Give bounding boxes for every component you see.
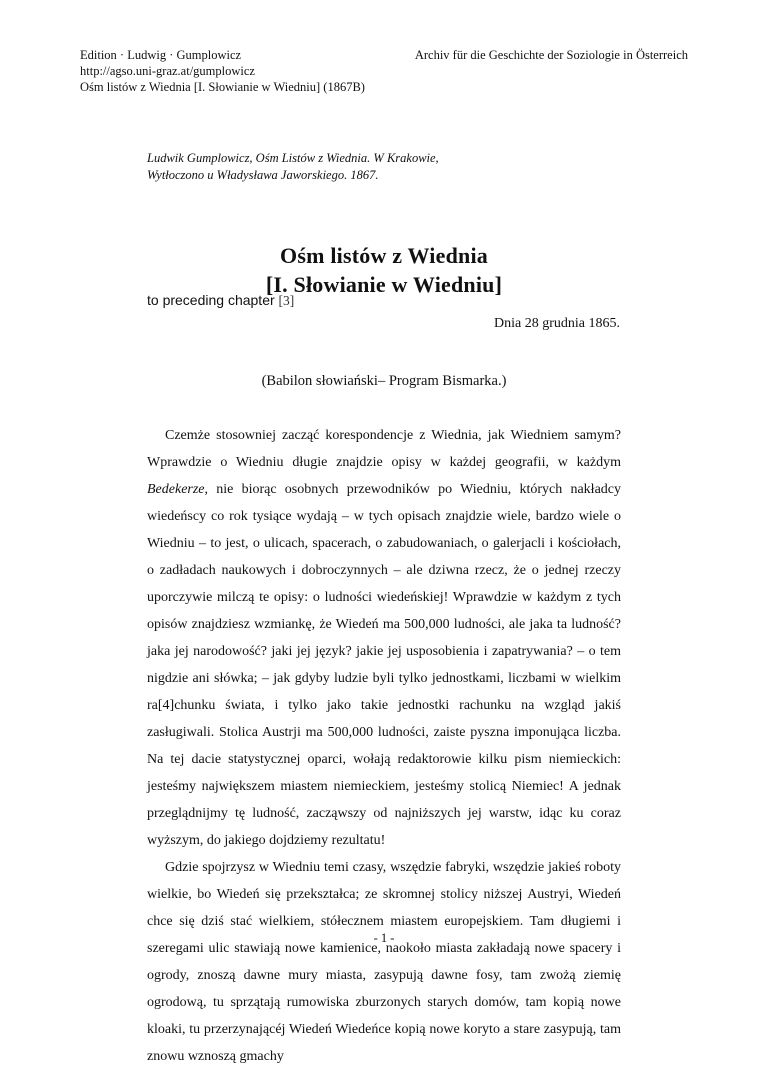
title-line-1: Ośm listów z Wiednia: [280, 243, 488, 268]
letter-body: [147, 422, 621, 1070]
document-title: [0, 241, 768, 299]
document-reference: Ośm listów z Wiednia [I. Słowianie w Wiedniu] (1867B): [80, 80, 365, 94]
italic-term: Bedekerze: [147, 482, 205, 497]
page-reference: [3]: [278, 293, 295, 308]
bibliographic-citation: [147, 150, 439, 184]
header-left: [80, 47, 365, 95]
title-line-2: [I. Słowianie w Wiedniu]: [265, 272, 503, 297]
paragraph-2: Gdzie spojrzysz w Wiedniu temi czasy, wszędzie fabryki, wszędzie jakieś roboty wielkie, bo Wiedeń się przekształca; ze skromnej stolicy niższej Austryi, Wiedeń chce się dziś stać wielkiem, stółecznem miastem europejskiem. Tam długiemi i szeregami ulic stawiają nowe kamienice, naokoło miasta zakładają nowe spacery i ogrody, znoszą dawne mury miasta, zasypują dawne fosy, tam zwożą ziemię ogrodową, tu sprzątają rumowiska zburzonych starych domów, tam kopią nowe kloaki, tu przerzynającéj Wiedeń Wiedeńce kopią nowe koryto a stare zasypują, tam znowu wznoszą gmachy: [147, 860, 621, 1064]
preceding-chapter-label[interactable]: to preceding chapter: [147, 292, 275, 308]
archive-title: Archiv für die Geschichte der Soziologie in Österreich: [414, 48, 688, 62]
preceding-chapter-link[interactable]: [147, 292, 294, 309]
paragraph-1: Czemże stosowniej zacząć korespondencje z Wiednia, jak Wiedniem samym? Wprawdzie o Wiedniu długie znajdzie opisy w każdej geografii, w każdym Bedekerze, nie biorąc osobnych przewodników po Wiedniu, których nakładcy wiedeńscy co rok tysiące wydają – w tych opisach znajdzie wiele, bardzo wiele o Wiedniu – to jest, o ulicach, spacerach, o zabudowaniach, o galerjacli i kościołach, o zadładach naukowych i dobroczynnych – ale dziwna rzecz, że o jednej rzeczy uporczywie milczą te opisy: o ludności wiedeńskiej! Wprawdzie w każdym z tych opisów znajdziesz wzmiankę, że Wiedeń ma 500,000 ludności, ale jaka ta ludność? jaka jej narodowość? jaki jej język? jakie jej usposobienia i zapatrywania? – o tem nigdzie ani słówka; – jak gdyby ludzie byli tylko jednostkami, liczbami w wielkim ra[4]chunku świata, i tylko jako takie jednostki rachunku na wzgląd jakiś zasługiwali. Stolica Austrji ma 500,000 ludności, zaiste pyszna imponująca liczba. Na tej dacie statystycznej oparci, wołają redaktorowie kilku pism niemieckich: jesteśmy największem miastem niemieckiem, jesteśmy stolicą Niemiec! A jednak przeglądnijmy tę ludność, zacząwszy od najniższych jej warstw, idąc ku coraz wyższym, do jakiego dojdziemy rezultatu!: [147, 428, 621, 848]
edition-line: Edition · Ludwig · Gumplowicz: [80, 48, 242, 62]
citation-line-2: Wytłoczono u Władysława Jaworskiego. 1867.: [147, 168, 379, 182]
edition-url: http://agso.uni-graz.at/gumplowicz: [80, 64, 255, 78]
citation-line-1: Ludwik Gumplowicz, Ośm Listów z Wiednia. W Krakowie,: [147, 151, 439, 165]
page-number: - 1 -: [373, 931, 395, 945]
letter-subtitle: (Babilon słowiański– Program Bismarka.): [261, 373, 507, 389]
letter-date: Dnia 28 grudnia 1865.: [494, 316, 620, 331]
